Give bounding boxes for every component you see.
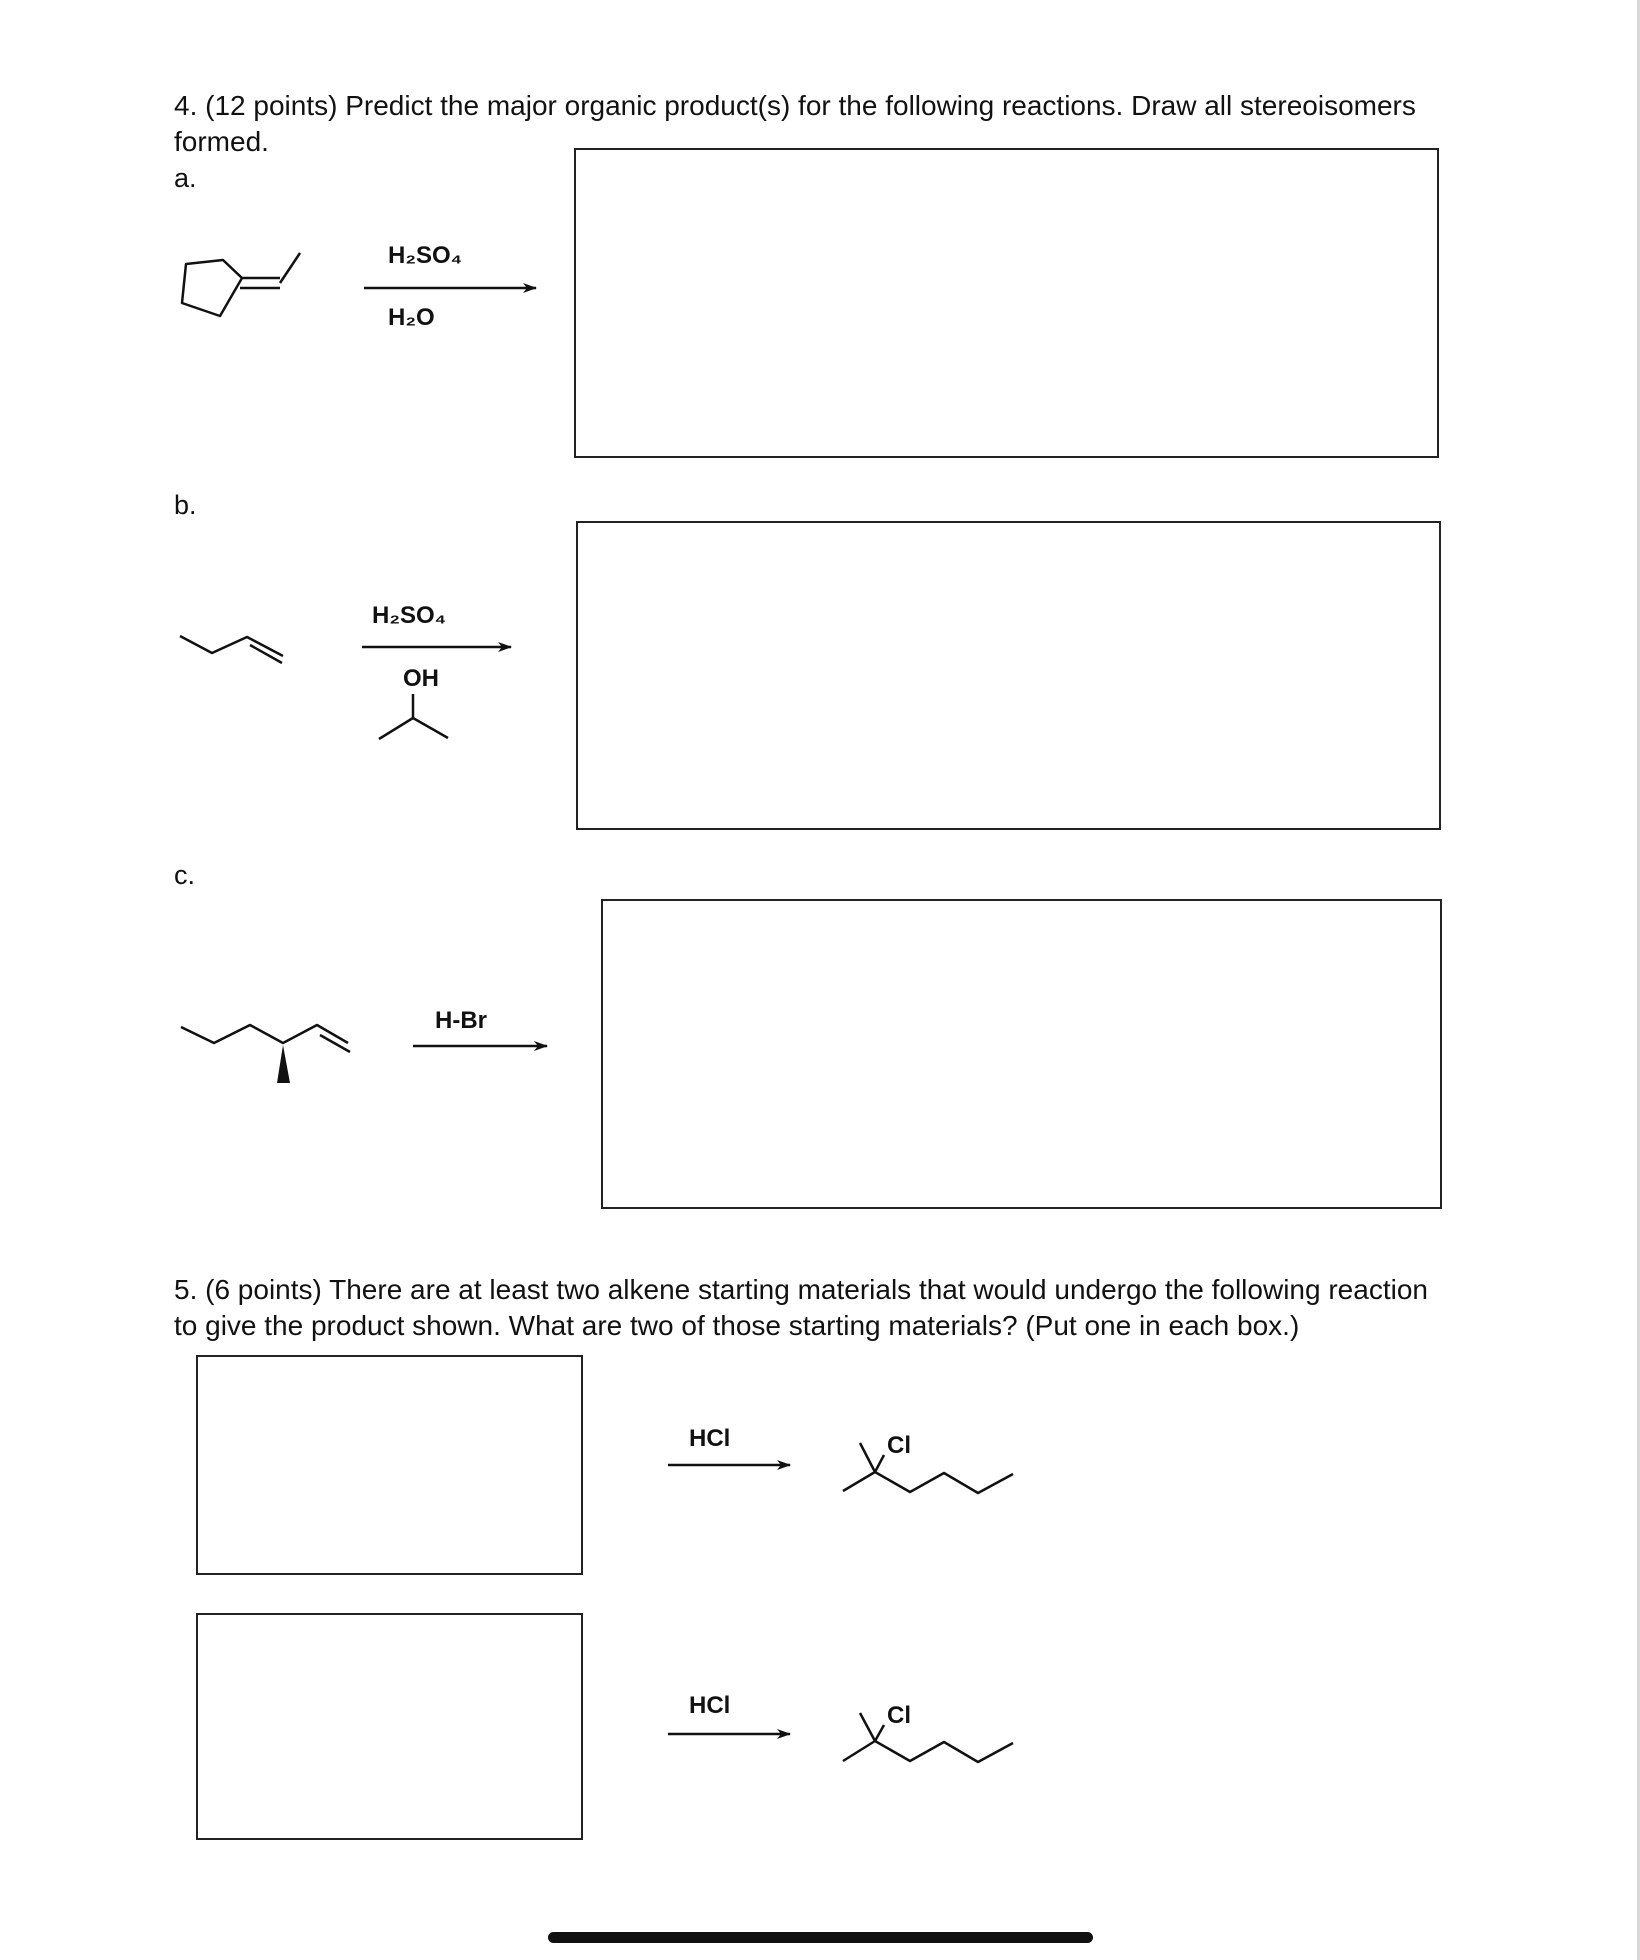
- part-c-label: c.: [174, 860, 196, 890]
- structure-4c-alkene: [181, 1025, 350, 1052]
- home-indicator-bar[interactable]: [548, 1932, 1093, 1943]
- product-5-first-cl: Cl: [887, 1432, 911, 1459]
- question-5-prompt-line-1: 5. (6 points) There are at least two alkene starting materials that would undergo the following reaction: [174, 1274, 1428, 1305]
- reagent-5-first: HCl: [689, 1425, 731, 1452]
- structure-4b-butene: [180, 636, 283, 663]
- reagent-4c: H-Br: [435, 1007, 487, 1034]
- reagent-4a-bottom: H₂O: [388, 304, 435, 331]
- product-5-second-cl: Cl: [887, 1702, 911, 1729]
- reagent-5-second: HCl: [689, 1692, 731, 1719]
- structure-4a-ethylidenecyclopentane: [182, 253, 300, 316]
- product-5-second: [843, 1713, 1013, 1762]
- part-a-label: a.: [174, 163, 197, 193]
- question-5-prompt-line-2: to give the product shown. What are two of those starting materials? (Put one in each box.): [174, 1310, 1300, 1341]
- question-4-prompt-line-2: formed.: [174, 126, 269, 157]
- reagent-4a-top: H₂SO₄: [388, 242, 463, 269]
- question-4-prompt-line-1: 4. (12 points) Predict the major organic product(s) for the following reactions. Draw all stereoisomers: [174, 90, 1416, 121]
- product-5-first: [843, 1443, 1013, 1493]
- reagent-4b-top: H₂SO₄: [372, 602, 447, 629]
- wedge-bond: [277, 1045, 290, 1083]
- reagent-4b-bottom: OH: [403, 665, 439, 692]
- isopropanol-skeleton: [379, 694, 448, 739]
- part-b-label: b.: [174, 490, 197, 520]
